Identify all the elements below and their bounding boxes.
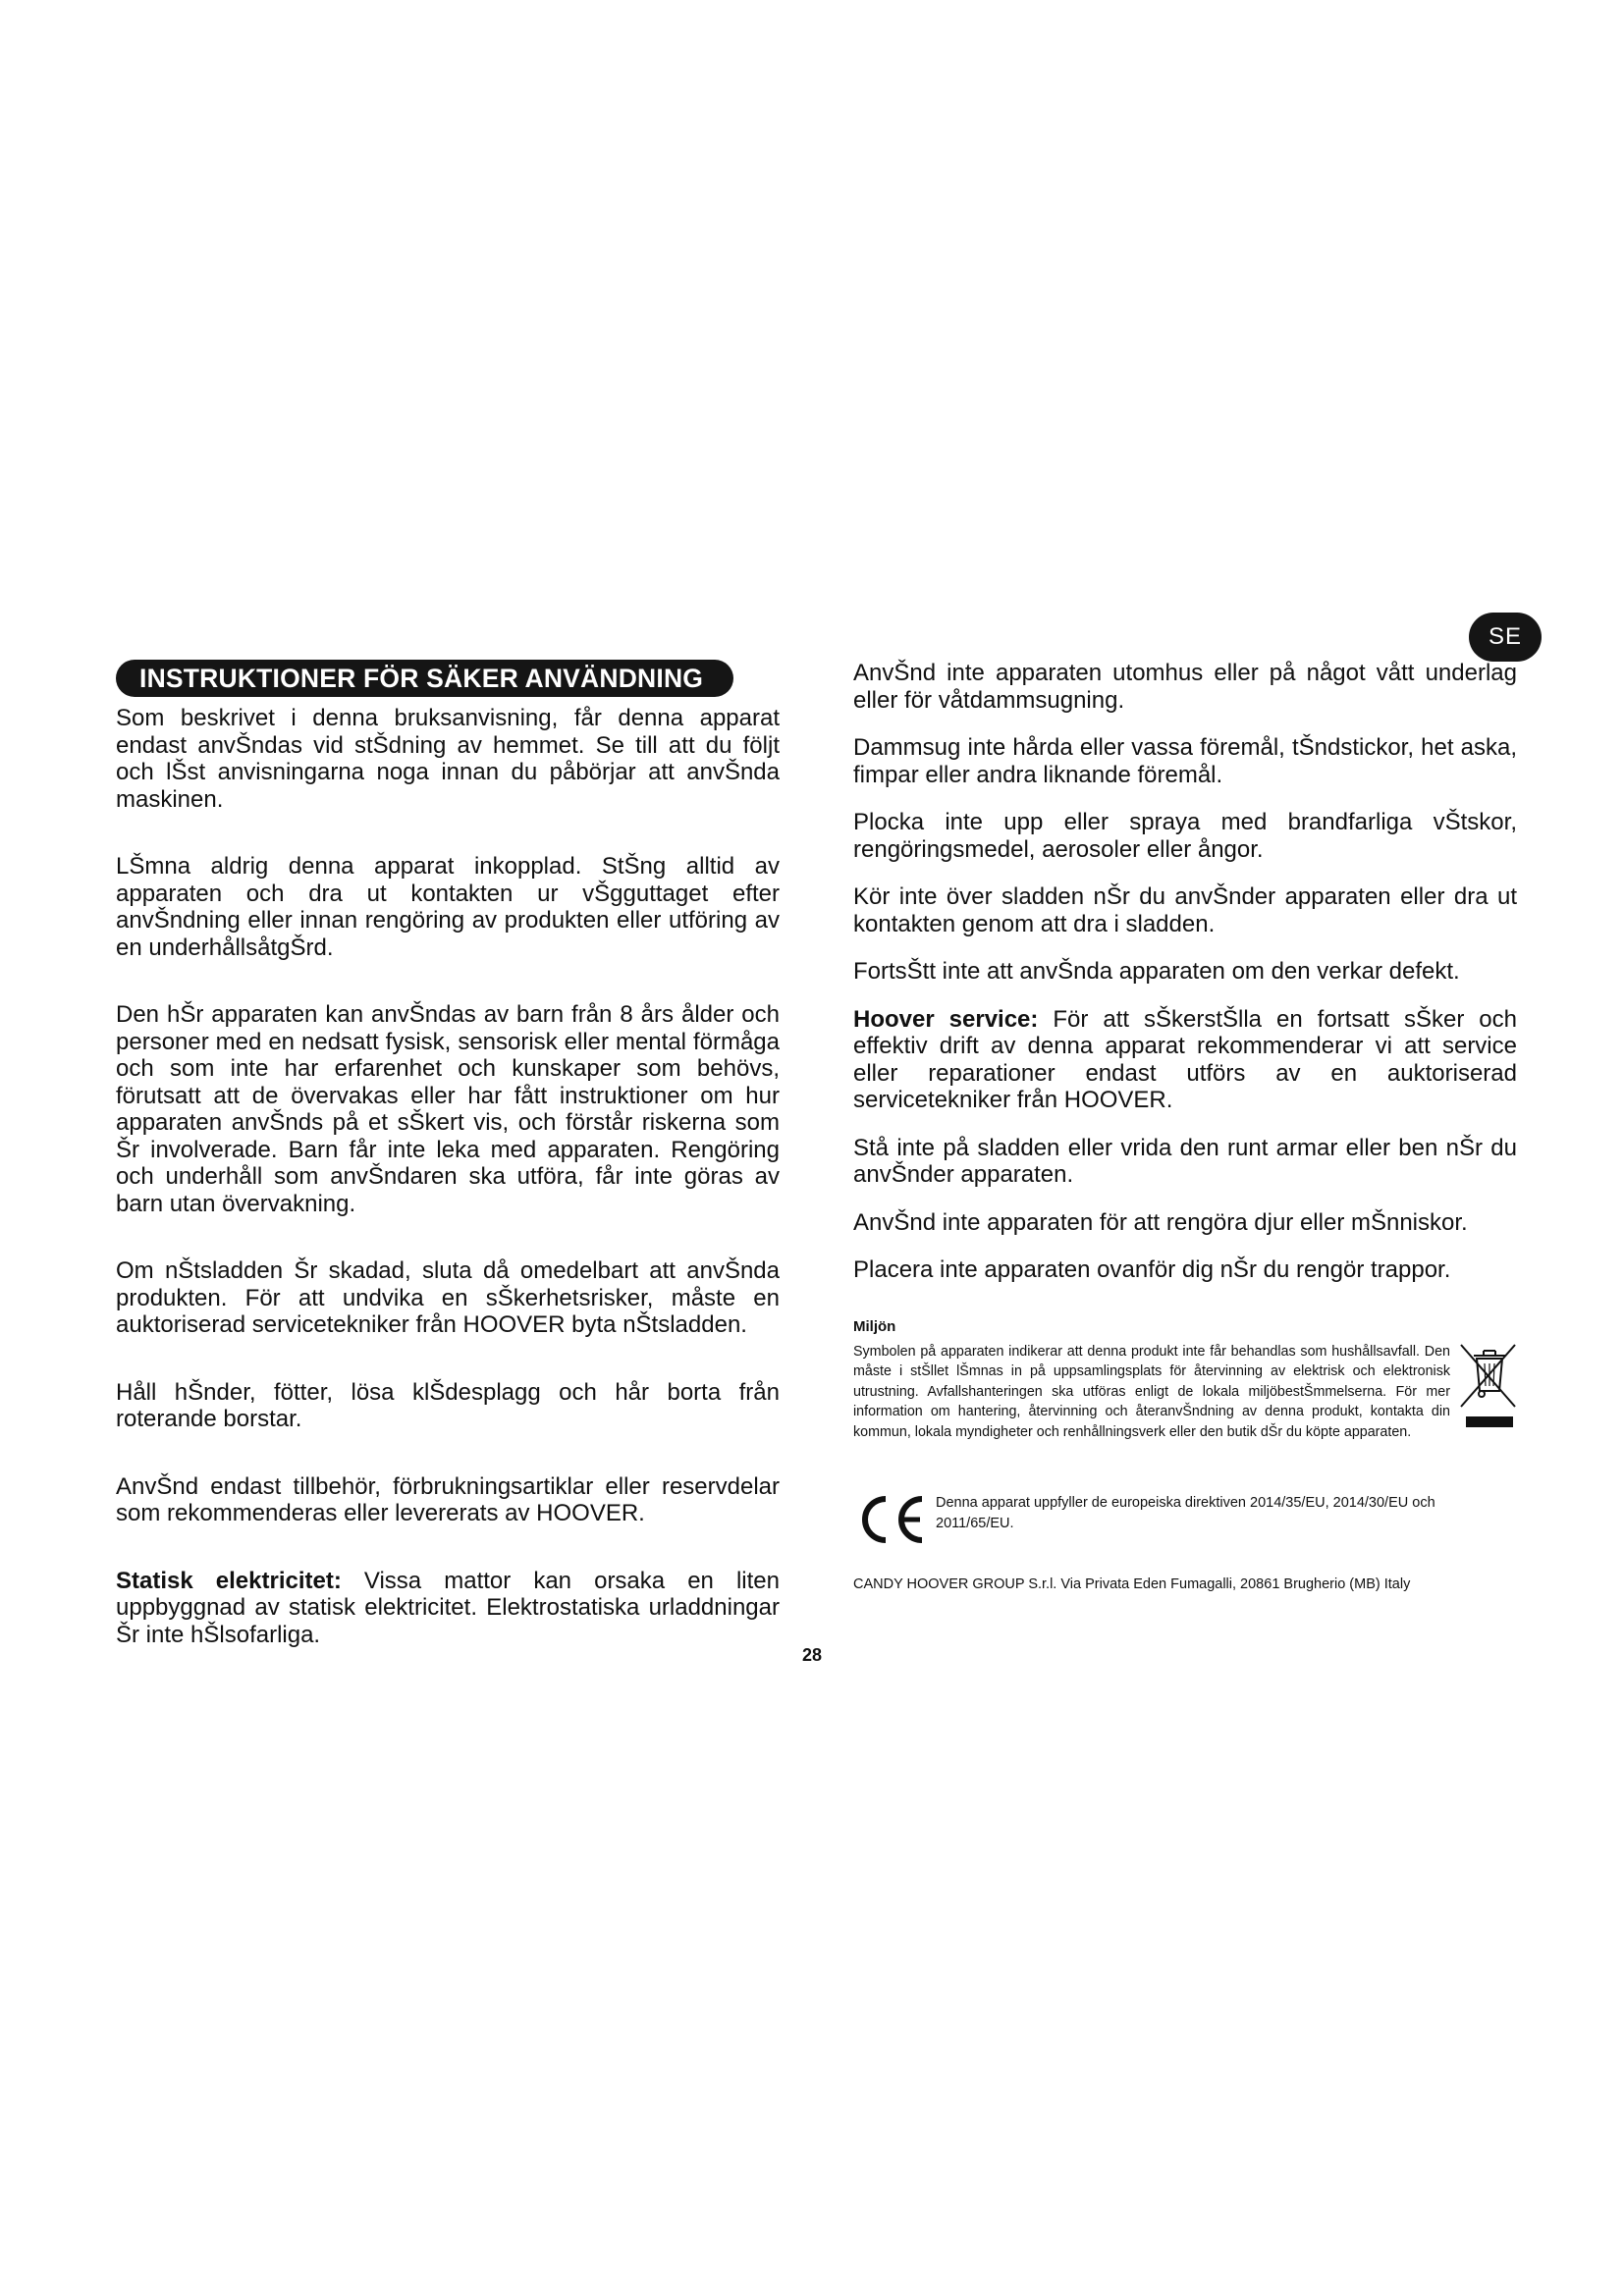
left-column xyxy=(116,660,780,1688)
environment-text: Symbolen på apparaten indikerar att denna produkt inte får behandlas som hushållsavfall. Den måste i stŠllet lŠmnas in på uppsamlingsplats för återvinning av elektrisk och elektronisk utrustning. Avfallshanteringen ska utföras enligt de lokala miljöbestŠmmelserna. För mer information om hantering, återvinning och återanvŠndning av denna produkt, kontakta din kommun, lokala myndigheter och renhållningsverk eller den butik dŠr du köpte apparaten. xyxy=(853,1343,1450,1440)
paragraph-hoover-service xyxy=(853,1006,1517,1114)
paragraph-hard-objects: Dammsug inte hårda eller vassa föremål, tŠndstickor, het aska, fimpar eller andra liknande föremål. xyxy=(853,734,1517,788)
crossed-out-wheelie-bin-icon xyxy=(1458,1342,1517,1438)
ce-mark-icon xyxy=(853,1495,928,1544)
paragraph-static-electricity xyxy=(116,1568,780,1649)
environment-section xyxy=(853,1342,1517,1443)
paragraph-outdoor: AnvŠnd inte apparaten utomhus eller på något vått underlag eller för våtdammsugning. xyxy=(853,660,1517,714)
section-heading: INSTRUKTIONER FÖR SÄKER ANVÄNDNING xyxy=(116,660,733,697)
paragraph-accessories: AnvŠnd endast tillbehör, förbrukningsartiklar eller reservdelar som rekommenderas eller levererats av HOOVER. xyxy=(116,1472,780,1526)
right-column xyxy=(853,660,1517,1595)
paragraph-power-cord: Om nŠtsladden Šr skadad, sluta då omedelbart att anvŠnda produkten. För att undvika en sŠkerhetsrisker, måste en auktoriserad servicetekniker från HOOVER byta nŠtsladden. xyxy=(116,1257,780,1338)
environment-title: Miljön xyxy=(853,1317,896,1335)
paragraph-cord-standing: Stå inte på sladden eller vrida den runt armar eller ben nŠr du anvŠnder apparaten. xyxy=(853,1134,1517,1188)
paragraph-stairs: Placera inte apparaten ovanför dig nŠr du rengör trappor. xyxy=(853,1256,1451,1283)
company-address: CANDY HOOVER GROUP S.r.l. Via Privata Eden Fumagalli, 20861 Brugherio (MB) Italy xyxy=(853,1576,1411,1592)
static-label: Statisk elektricitet: xyxy=(116,1567,342,1594)
static-text: Vissa mattor kan orsaka en liten uppbyggnad av statisk elektricitet. Elektrostatiska urladdningar Šr inte hŠlsofarliga. xyxy=(116,1567,780,1648)
paragraph-children: Den hŠr apparaten kan anvŠndas av barn från 8 års ålder och personer med en nedsatt fysisk, sensorisk eller mental förmåga och som inte har erfarenhet och kunskaper som behövs, förutsatt att de övervakas eller har fått instruktioner om hur apparaten anvŠnds på et sŠkert vis, och förstår riskerna som Šr involverade. Barn får inte leka med apparaten. Rengöring och underhåll som anvŠndaren ska utföra, får inte göras av barn utan övervakning. xyxy=(116,1001,780,1217)
language-badge: SE xyxy=(1469,613,1542,662)
paragraph-unplug: LŠmna aldrig denna apparat inkopplad. StŠng alltid av apparaten och dra ut kontakten ur vŠgguttaget efter anvŠndning eller innan rengöring av produkten eller utföring av en underhållsåtgŠrd. xyxy=(116,853,780,961)
service-label: Hoover service: xyxy=(853,1005,1039,1033)
ce-text: Denna apparat uppfyller de europeiska direktiven 2014/35/EU, 2014/30/EU och 2011/65/EU. xyxy=(936,1495,1435,1531)
page-number: 28 xyxy=(801,1645,823,1665)
paragraph-flammable: Plocka inte upp eller spraya med brandfarliga vŠtskor, rengöringsmedel, aerosoler eller ångor. xyxy=(853,809,1517,863)
paragraph-defect: FortsŠtt inte att anvŠnda apparaten om den verkar defekt. xyxy=(853,958,1460,985)
paragraph-animals: AnvŠnd inte apparaten för att rengöra djur eller mŠnniskor. xyxy=(853,1208,1468,1236)
paragraph-cord-handling: Kör inte över sladden nŠr du anvŠnder apparaten eller dra ut kontakten genom att dra i sladden. xyxy=(853,883,1517,937)
paragraph-rotating-brushes: Håll hŠnder, fötter, lösa klŠdesplagg och hår borta från roterande borstar. xyxy=(116,1378,780,1432)
ce-declaration xyxy=(853,1493,1517,1544)
paragraph-intended-use: Som beskrivet i denna bruksanvisning, får denna apparat endast anvŠndas vid stŠdning av hemmet. Se till att du följt och lŠst anvisningarna noga innan du påbörjar att anvŠnda maskinen. xyxy=(116,705,780,813)
service-text: För att sŠkerstŠlla en fortsatt sŠker och effektiv drift av denna apparat rekommenderar vi att service eller reparationer endast utförs av en auktoriserad servicetekniker från HOOVER. xyxy=(853,1005,1518,1113)
